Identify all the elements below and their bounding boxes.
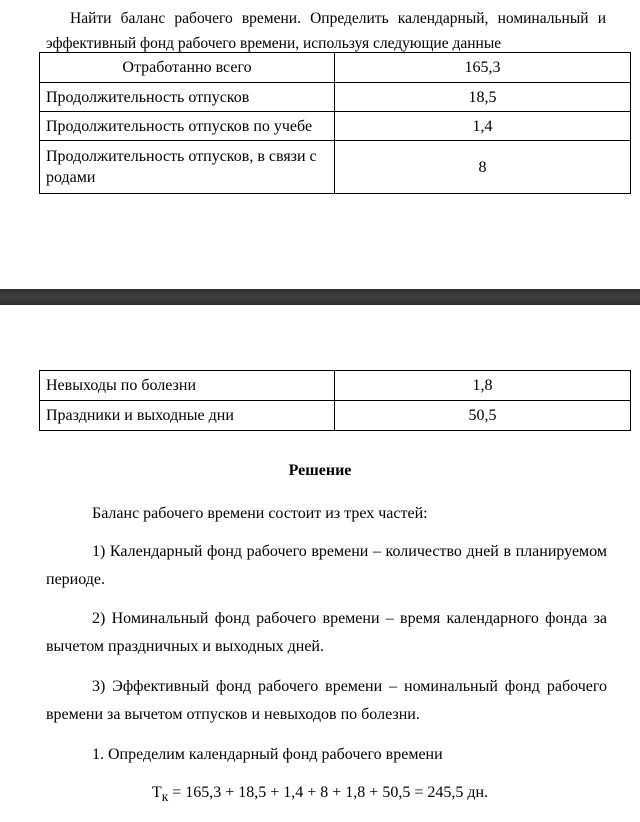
formula-symbol: Т [151,784,162,801]
table-row [40,112,631,141]
row-value: 18,5 [335,83,631,112]
data-table-part-2 [39,370,631,431]
row-value: 8 [335,141,631,194]
table-row [40,53,631,83]
page-break-divider [0,289,640,305]
table-row [40,401,631,431]
solution-paragraph: 3) Эффективный фонд рабочего времени – номинальный фонд рабочего времени за вычетом отпусков и невыходов по болезни. [46,678,607,723]
solution-paragraph: 2) Номинальный фонд рабочего времени – время календарного фонда за вычетом праздничных и выходных дней. [46,610,607,655]
data-table-part-1 [39,52,631,194]
row-value: 50,5 [335,401,631,431]
row-label: Отработанно всего [40,53,335,83]
table-row [40,371,631,401]
solution-step-heading: 1. Определим календарный фонд рабочего времени [92,746,443,763]
solution-paragraph: Баланс рабочего времени состоит из трех частей: [92,505,428,522]
row-value: 1,8 [335,371,631,401]
task-statement: Найти баланс рабочего времени. Определить календарный, номинальный и эффективный фонд рабочего времени, используя следующие данные [46,10,606,52]
table-row [40,141,631,194]
solution-paragraph: 1) Календарный фонд рабочего времени – количество дней в планируемом периоде. [46,543,607,588]
calendar-fund-formula [0,779,640,811]
row-value: 165,3 [335,53,631,83]
table-row [40,83,631,112]
solution-heading: Решение [288,462,352,479]
row-label: Невыходы по болезни [40,371,335,401]
formula-subscript: к [161,789,169,805]
row-label: Продолжительность отпусков по учебе [40,112,335,141]
formula-expression: = 165,3 + 18,5 + 1,4 + 8 + 1,8 + 50,5 = 245,5 дн. [168,784,489,801]
row-label: Праздники и выходные дни [40,401,335,431]
row-label: Продолжительность отпусков, в связи с родами [40,141,335,194]
row-label: Продолжительность отпусков [40,83,335,112]
row-value: 1,4 [335,112,631,141]
